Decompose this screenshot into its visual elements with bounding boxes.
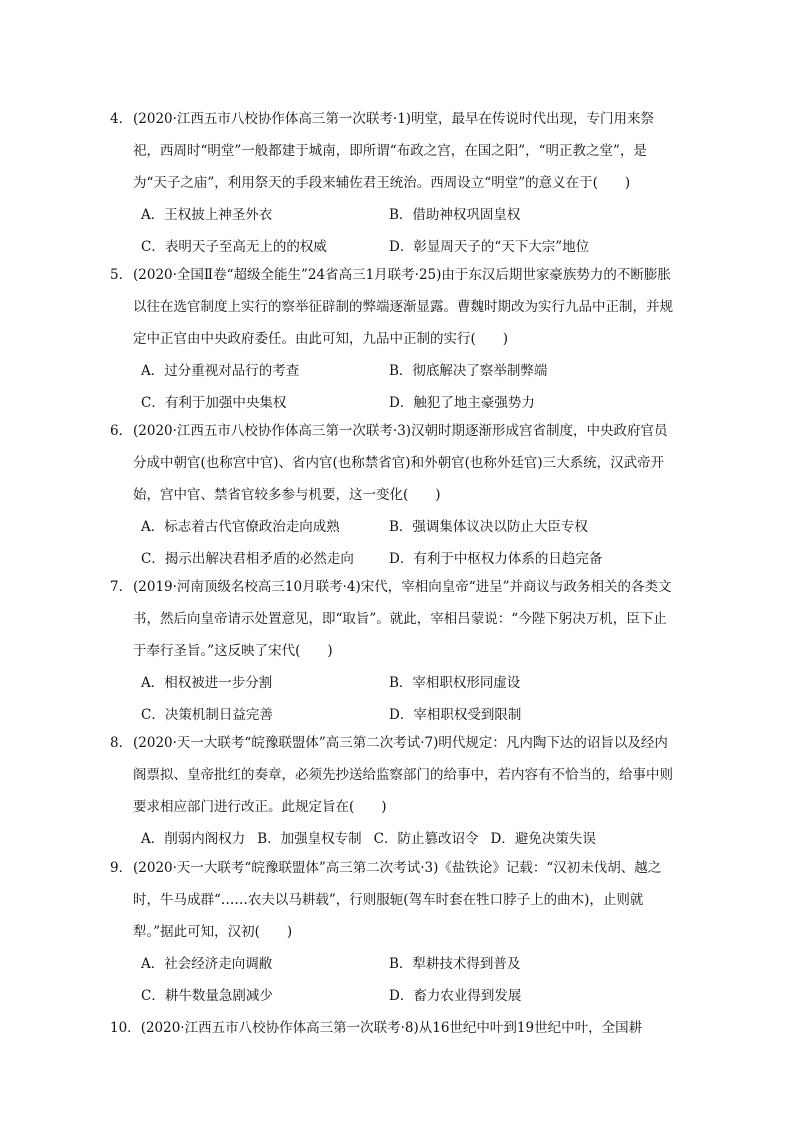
option-c[interactable]: C．耕牛数量急剧减少 [141,988,273,1004]
options-grid [110,199,680,263]
option-d[interactable]: D．宰相职权受到限制 [389,707,522,723]
option-a[interactable]: A．标志着古代官僚政治走向成熟 [141,519,340,535]
option-a[interactable]: A．相权被进一步分割 [141,675,273,691]
question-9 [110,852,680,1012]
question-number: 4． [110,111,133,127]
question-stem: (2020·江西五市八校协作体高三第一次联考·3)汉朝时期逐渐形成宫省制度，中央政府官员分成中朝官(也称宫中官)、省内官(也称禁省官)和外朝官(也称外廷官)三大系统，汉武帝开始，宫中官、禁省官较多参与机要，这一变化( ) [133,423,668,503]
option-b[interactable]: B．宰相职权形同虚设 [389,675,521,691]
question-stem: (2020·天一大联考“皖豫联盟体”高三第二次考试·7)明代规定：凡内陶下达的诏旨以及经内阁票拟、皇帝批红的奏章，必须先抄送给监察部门的给事中，若内容有不恰当的，给事中则要求相应部门进行改正。此规定旨在( ) [133,735,673,815]
option-d[interactable]: D．有利于中枢权力体系的日趋完备 [389,551,603,567]
options-grid [110,667,680,731]
option-c[interactable]: C．防止篡改诏令 [373,831,479,847]
options-row [110,823,680,855]
options-grid [110,948,680,1012]
option-b[interactable]: B．犁耕技术得到普及 [389,956,521,972]
question-4 [110,103,680,263]
question-number: 10． [110,1020,141,1036]
option-a[interactable]: A．社会经济走向调敝 [141,956,273,972]
option-c[interactable]: C．有利于加强中央集权 [141,395,287,411]
option-b[interactable]: B．强调集体议决以防止大臣专权 [389,519,588,535]
option-d[interactable]: D．避免决策失误 [490,831,596,847]
question-number: 9． [110,860,133,876]
question-stem: (2020·江西五市八校协作体高三第一次联考·1)明堂，最早在传说时代出现，专门用来祭祀，西周时“明堂”一般都建于城南，即所谓“布政之宫，在国之阳”，“明正教之堂”，是为“天子之庙”，利用祭天的手段来辅佐君王统治。西周设立“明堂”的意义在于( ) [133,111,655,191]
option-c[interactable]: C．表明天子至高无上的的权威 [141,239,327,255]
option-a[interactable]: A．过分重视对品行的考查 [141,363,300,379]
question-7 [110,571,680,731]
question-6 [110,415,680,575]
question-stem: (2020·天一大联考“皖豫联盟体”高三第二次考试·3)《盐铁论》记载：“汉初未伐胡、越之时，牛马成群“……农夫以马耕载”，行则服轭(驾车时套在牲口脖子上的曲木)，止则就犁。”据此可知，汉初( ) [133,860,662,940]
question-8 [110,727,680,855]
question-stem: (2020·全国Ⅱ卷“超级全能生”24省高三1月联考·25)由于东汉后期世家豪族势力的不断膨胀以往在选官制度上实行的察举征辟制的弊端逐渐显露。曹魏时期改为实行九品中正制，并规定中正官由中央政府委任。由此可知，九品中正制的实行( ) [133,267,673,347]
option-b[interactable]: B．借助神权巩固皇权 [389,207,521,223]
option-b[interactable]: B．彻底解决了察举制弊端 [389,363,548,379]
option-b[interactable]: B．加强皇权专制 [257,831,362,847]
option-d[interactable]: D．彰显周天子的“天下大宗”地位 [389,239,590,255]
options-grid [110,511,680,575]
question-number: 7． [110,579,133,595]
option-a[interactable]: A．削弱内阁权力 [141,831,246,847]
option-c[interactable]: C．揭示出解决君相矛盾的必然走向 [141,551,354,567]
option-a[interactable]: A．王权披上神圣外衣 [141,207,273,223]
question-5 [110,259,680,419]
question-10 [110,1012,685,1044]
question-stem: (2020·江西五市八校协作体高三第一次联考·8)从16世纪中叶到19世纪中叶，全国耕 [140,1020,643,1036]
option-d[interactable]: D．触犯了地主豪强势力 [389,395,535,411]
question-number: 5． [110,267,133,283]
question-stem: (2019·河南顶级名校高三10月联考·4)宋代，宰相向皇帝“进呈”并商议与政务相关的各类文书，然后向皇帝请示处置意见，即“取旨”。就此，宰相吕蒙说：“今陛下躬决万机，臣下止于奉行圣旨。”这反映了宋代( ) [133,579,672,659]
question-number: 8． [110,735,133,751]
question-number: 6． [110,423,133,439]
option-c[interactable]: C．决策机制日益完善 [141,707,273,723]
options-grid [110,355,680,419]
option-d[interactable]: D．畜力农业得到发展 [389,988,522,1004]
